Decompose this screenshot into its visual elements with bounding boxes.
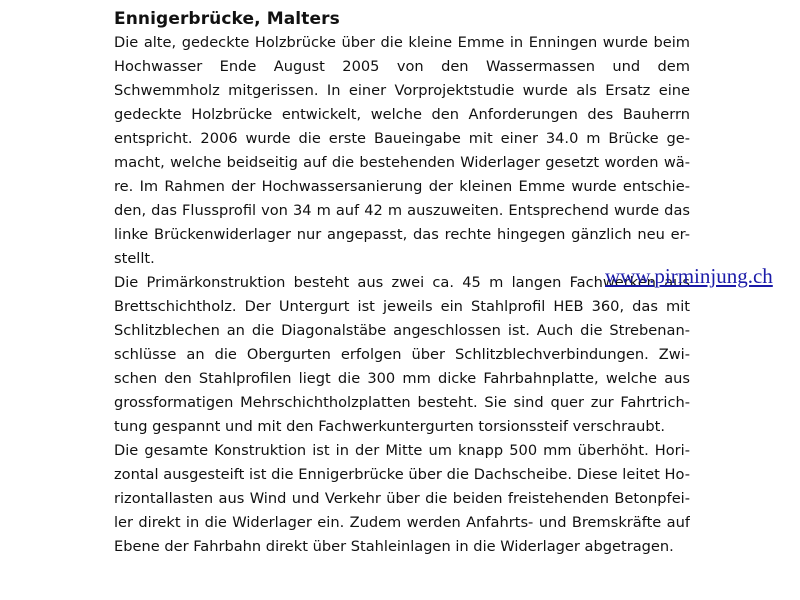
text-line: macht, welche beidseitig auf die bestehenden Widerlager gesetzt worden wä- — [114, 154, 690, 171]
text-line: Die Primärkonstruktion besteht aus zwei ca. 45 m langen Fachwerken aus — [114, 274, 690, 291]
text-line: zontal ausgesteift ist die Ennigerbrücke über die Dachscheibe. Diese leitet Ho- — [114, 466, 690, 483]
text-line: rizontallasten aus Wind und Verkehr über die beiden freistehenden Betonpfei- — [114, 490, 690, 507]
text-line: grossformatigen Mehrschichtholzplatten besteht. Sie sind quer zur Fahrtrich- — [114, 394, 690, 411]
text-line: ler direkt in die Widerlager ein. Zudem werden Anfahrts- und Bremskräfte auf — [114, 514, 690, 531]
document — [114, 8, 690, 559]
text-line: schlüsse an die Obergurten erfolgen über Schlitzblechverbindungen. Zwi- — [114, 346, 690, 363]
text-line: Hochwasser Ende August 2005 von den Wassermassen und dem — [114, 58, 690, 75]
text-line: entspricht. 2006 wurde die erste Baueingabe mit einer 34.0 m Brücke ge- — [114, 130, 690, 147]
text-line: schen den Stahlprofilen liegt die 300 mm dicke Fahrbahnplatte, welche aus — [114, 370, 690, 387]
text-line: Die alte, gedeckte Holzbrücke über die kleine Emme in Enningen wurde beim — [114, 34, 690, 51]
text-line: Ebene der Fahrbahn direkt über Stahleinlagen in die Widerlager abgetragen. — [114, 538, 674, 555]
text-line: Die gesamte Konstruktion ist in der Mitte um knapp 500 mm überhöht. Hori- — [114, 442, 690, 459]
text-line: linke Brückenwiderlager nur angepasst, das rechte hingegen gänzlich neu er- — [114, 226, 690, 243]
body-text — [114, 31, 690, 559]
text-line: den, das Flussprofil von 34 m auf 42 m auszuweiten. Entsprechend wurde das — [114, 202, 690, 219]
website-link[interactable]: www.pirminjung.ch — [605, 264, 773, 288]
text-line: stellt. — [114, 250, 155, 267]
text-line: tung gespannt und mit den Fachwerkuntergurten torsionssteif verschraubt. — [114, 418, 665, 435]
text-line: re. Im Rahmen der Hochwassersanierung der kleinen Emme wurde entschie- — [114, 178, 690, 195]
document-title: Ennigerbrücke, Malters — [114, 9, 340, 29]
text-line: Brettschichtholz. Der Untergurt ist jeweils ein Stahlprofil HEB 360, das mit — [114, 298, 690, 315]
text-line: Schlitzblechen an die Diagonalstäbe angeschlossen ist. Auch die Strebenan- — [114, 322, 690, 339]
text-line: gedeckte Holzbrücke entwickelt, welche den Anforderungen des Bauherrn — [114, 106, 690, 123]
text-line: Schwemmholz mitgerissen. In einer Vorprojektstudie wurde als Ersatz eine — [114, 82, 690, 99]
